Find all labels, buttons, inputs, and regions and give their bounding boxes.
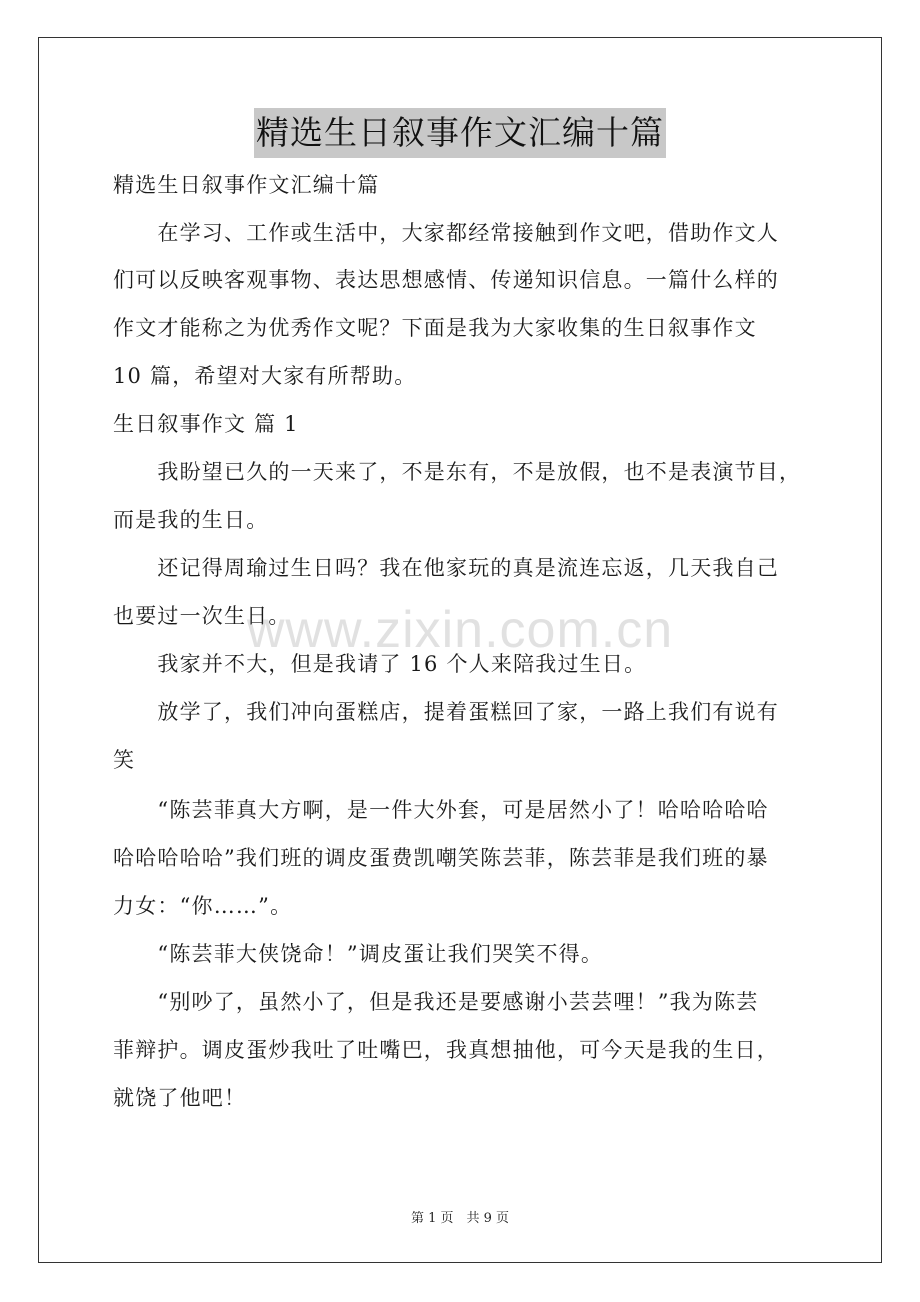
text-line: “别吵了，虽然小了，但是我还是要感谢小芸芸哩！”我为陈芸: [113, 990, 759, 1014]
text-line: 还记得周瑜过生日吗？我在他家玩的真是流连忘返，几天我自己: [113, 556, 779, 580]
text-line: 而是我的生日。: [113, 508, 269, 532]
text-line: “陈芸菲真大方啊，是一件大外套，可是居然小了！哈哈哈哈哈: [113, 798, 769, 822]
text-line: 菲辩护。调皮蛋炒我吐了吐嘴巴，我真想抽他，可今天是我的生日，: [113, 1038, 779, 1062]
text-line: 们可以反映客观事物、表达思想感情、传递知识信息。一篇什么样的: [113, 268, 779, 292]
text-line: 10 篇，希望对大家有所帮助。: [113, 364, 417, 388]
text-line: 我盼望已久的一天来了，不是东有，不是放假，也不是表演节目，: [113, 460, 802, 484]
text-line: 力女：“你……”。: [113, 894, 293, 918]
text-line: 我家并不大，但是我请了 16 个人来陪我过生日。: [113, 652, 647, 676]
section-heading: 生日叙事作文 篇 1: [113, 412, 299, 436]
page-footer: 第 1 页 共 9 页: [410, 1211, 510, 1226]
text-line: 作文才能称之为优秀作文呢？下面是我为大家收集的生日叙事作文: [113, 316, 757, 340]
watermark: www.zixin.com.cn: [246, 601, 674, 659]
document-subtitle: 精选生日叙事作文汇编十篇: [113, 173, 380, 197]
text-line: 哈哈哈哈哈”我们班的调皮蛋费凯嘲笑陈芸菲，陈芸菲是我们班的暴: [113, 846, 769, 870]
document-title: 精选生日叙事作文汇编十篇: [254, 108, 666, 158]
text-line: 放学了，我们冲向蛋糕店，提着蛋糕回了家，一路上我们有说有: [113, 700, 779, 724]
text-line: 就饶了他吧！: [113, 1086, 247, 1110]
text-line: “陈芸菲大侠饶命！”调皮蛋让我们哭笑不得。: [113, 942, 604, 966]
text-line: 在学习、工作或生活中，大家都经常接触到作文吧，借助作文人: [113, 221, 779, 245]
text-line: 笑: [113, 748, 136, 772]
title-container: [0, 108, 920, 158]
text-line: 也要过一次生日。: [113, 604, 291, 628]
